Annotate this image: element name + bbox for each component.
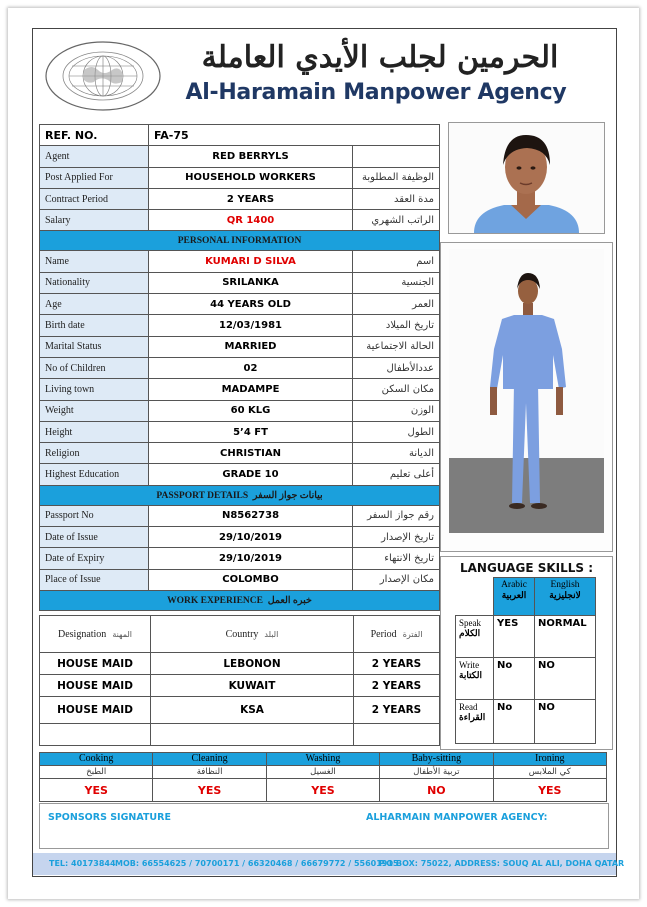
english-column-header — [535, 578, 596, 616]
work-row — [40, 697, 440, 724]
signature-box — [39, 803, 609, 849]
row-value: 44 YEARS OLD — [149, 294, 353, 315]
work-designation: HOUSE MAID — [40, 653, 151, 675]
english-col-ar: لانجليزية — [549, 590, 581, 600]
row-label: Agent — [40, 146, 149, 167]
skill-name-arabic: النظافة — [153, 766, 266, 779]
work-country: KUWAIT — [151, 675, 354, 697]
info-row — [40, 505, 440, 526]
work-designation: HOUSE MAID — [40, 675, 151, 697]
row-label-arabic: مدة العقد — [353, 188, 440, 209]
row-value: CHRISTIAN — [149, 443, 353, 464]
section-header — [40, 590, 440, 610]
write-arabic-value: No — [494, 658, 535, 700]
skill-name-arabic: كي الملابس — [493, 766, 606, 779]
skill-value: YES — [40, 779, 153, 802]
row-label-arabic: أعلى تعليم — [353, 464, 440, 485]
personal-info-header: PERSONAL INFORMATION — [40, 231, 440, 251]
read-english-value: NO — [535, 700, 596, 744]
write-english-value: NO — [535, 658, 596, 700]
info-row — [40, 527, 440, 548]
agency-signature-label: ALHARMAIN MANPOWER AGENCY: — [366, 812, 548, 823]
row-label: Age — [40, 294, 149, 315]
work-designation: HOUSE MAID — [40, 697, 151, 724]
row-label: Weight — [40, 400, 149, 421]
section-header — [40, 485, 440, 505]
english-col-en: English — [550, 580, 580, 590]
work-row-empty — [40, 724, 440, 746]
empty-corner — [456, 578, 494, 616]
row-label-arabic: اسم — [353, 251, 440, 272]
footer-tel: TEL: 40173844 — [49, 859, 116, 868]
info-row — [40, 294, 440, 315]
skill-name: Washing — [266, 753, 379, 766]
agency-title-english: Al-Haramain Manpower Agency — [185, 80, 567, 105]
info-row — [40, 210, 440, 231]
skill-name-arabic: الطبخ — [40, 766, 153, 779]
row-label-arabic: مكان السكن — [353, 379, 440, 400]
write-label: Write — [459, 660, 480, 670]
work-period: 2 YEARS — [354, 697, 440, 724]
row-label-arabic: الطول — [353, 421, 440, 442]
write-label-ar: الكتابة — [459, 670, 483, 680]
speak-label: Speak — [459, 618, 481, 628]
row-label-arabic: تاريخ الإصدار — [353, 527, 440, 548]
info-row — [40, 272, 440, 293]
read-label-ar: القراءة — [459, 712, 486, 722]
row-value: MARRIED — [149, 336, 353, 357]
country-label-ar: البلد — [264, 629, 279, 639]
row-label-arabic: تاريخ الميلاد — [353, 315, 440, 336]
period-label: Period — [370, 628, 397, 640]
row-label: Nationality — [40, 272, 149, 293]
empty-cell — [40, 724, 151, 746]
designation-label-ar: المهنة — [112, 629, 132, 639]
work-column-headers — [40, 616, 440, 653]
empty-cell — [151, 724, 354, 746]
row-label: Living town — [40, 379, 149, 400]
row-value: GRADE 10 — [149, 464, 353, 485]
skill-value: YES — [266, 779, 379, 802]
designation-header — [40, 616, 151, 653]
ref-label: REF. NO. — [40, 125, 149, 146]
row-value: SRILANKA — [149, 272, 353, 293]
language-header-row — [456, 578, 596, 616]
salary-value: QR 1400 — [149, 210, 353, 231]
info-row — [40, 336, 440, 357]
work-experience-table — [39, 615, 440, 746]
row-label-arabic: الراتب الشهري — [353, 210, 440, 231]
row-label: No of Children — [40, 357, 149, 378]
row-label-arabic: الديانة — [353, 443, 440, 464]
row-value: 2 YEARS — [149, 188, 353, 209]
empty-cell — [354, 724, 440, 746]
row-label: Passport No — [40, 505, 149, 526]
row-label: Height — [40, 421, 149, 442]
row-label-arabic: الجنسية — [353, 272, 440, 293]
agency-title-arabic: الحرمين لجلب الأيدي العاملة — [201, 40, 559, 75]
row-label-arabic: رقم جواز السفر — [353, 505, 440, 526]
row-label: Contract Period — [40, 188, 149, 209]
row-label: Highest Education — [40, 464, 149, 485]
row-label: Birth date — [40, 315, 149, 336]
row-label-arabic: الوظيفة المطلوبة — [353, 167, 440, 188]
period-label-ar: الفترة — [402, 629, 423, 639]
skill-value: NO — [380, 779, 493, 802]
row-value: N8562738 — [149, 505, 353, 526]
row-value: RED BERRYLS — [149, 146, 353, 167]
info-row — [40, 569, 440, 590]
row-label-arabic — [353, 146, 440, 167]
skill-name: Baby-sitting — [380, 753, 493, 766]
skills-en-row — [40, 753, 607, 766]
sponsor-signature-label: SPONSORS SIGNATURE — [48, 812, 171, 823]
arabic-col-en: Arabic — [501, 580, 527, 590]
row-value: 29/10/2019 — [149, 527, 353, 548]
row-label-arabic: تاريخ الانتهاء — [353, 548, 440, 569]
row-label: Marital Status — [40, 336, 149, 357]
skill-value: YES — [493, 779, 606, 802]
row-value: 02 — [149, 357, 353, 378]
row-label: Salary — [40, 210, 149, 231]
row-label: Date of Issue — [40, 527, 149, 548]
work-country: KSA — [151, 697, 354, 724]
speak-arabic-value: YES — [494, 616, 535, 658]
work-country: LEBONON — [151, 653, 354, 675]
row-value: HOUSEHOLD WORKERS — [149, 167, 353, 188]
language-skills-table — [455, 577, 596, 744]
read-arabic-value: No — [494, 700, 535, 744]
skill-name-arabic: الغسيل — [266, 766, 379, 779]
contact-footer — [33, 853, 625, 875]
name-value: KUMARI D SILVA — [149, 251, 353, 272]
info-row — [40, 315, 440, 336]
row-value: 29/10/2019 — [149, 548, 353, 569]
language-row — [456, 700, 596, 744]
row-label: Place of Issue — [40, 569, 149, 590]
passport-details-header — [40, 485, 440, 505]
language-row — [456, 658, 596, 700]
row-value: 60 KLG — [149, 400, 353, 421]
footer-address: P.O BOX: 75022, ADDRESS: SOUQ AL ALI, DOHA QATAR — [379, 859, 625, 868]
skills-table — [39, 752, 607, 802]
portrait-photo — [448, 122, 605, 234]
arabic-col-ar: العربية — [501, 590, 527, 600]
info-row — [40, 421, 440, 442]
skill-name: Ironing — [493, 753, 606, 766]
skills-ar-row — [40, 766, 607, 779]
skill-name-arabic: تربية الأطفال — [380, 766, 493, 779]
info-row — [40, 400, 440, 421]
speak-english-value: NORMAL — [535, 616, 596, 658]
country-header — [151, 616, 354, 653]
country-label: Country — [225, 628, 259, 640]
row-label: Name — [40, 251, 149, 272]
info-row — [40, 251, 440, 272]
work-row — [40, 653, 440, 675]
agency-logo — [44, 40, 162, 112]
row-value: 12/03/1981 — [149, 315, 353, 336]
full-body-photo — [440, 242, 613, 552]
row-value: COLOMBO — [149, 569, 353, 590]
skills-value-row — [40, 779, 607, 802]
row-label-arabic: الوزن — [353, 400, 440, 421]
footer-mobile: MOB: 66554625 / 70700171 / 66320468 / 66679772 / 55601915 — [115, 859, 399, 868]
info-row — [40, 464, 440, 485]
ref-row — [40, 125, 440, 146]
info-row — [40, 379, 440, 400]
passport-header-en: PASSPORT DETAILS — [156, 490, 249, 501]
row-label: Religion — [40, 443, 149, 464]
language-skills-title: LANGUAGE SKILLS : — [459, 561, 594, 575]
row-value: MADAMPE — [149, 379, 353, 400]
row-value: 5’4 FT — [149, 421, 353, 442]
work-header-en: WORK EXPERIENCE — [167, 595, 263, 606]
work-period: 2 YEARS — [354, 653, 440, 675]
skill-name: Cooking — [40, 753, 153, 766]
work-header-ar: خبره العمل — [267, 595, 312, 606]
arabic-column-header — [494, 578, 535, 616]
designation-label: Designation — [57, 628, 107, 640]
language-row — [456, 616, 596, 658]
language-row-label — [456, 700, 494, 744]
skill-name: Cleaning — [153, 753, 266, 766]
skill-value: YES — [153, 779, 266, 802]
info-row — [40, 167, 440, 188]
work-row — [40, 675, 440, 697]
language-row-label — [456, 658, 494, 700]
row-label-arabic: الحالة الاجتماعية — [353, 336, 440, 357]
work-experience-header — [40, 590, 440, 610]
period-header — [354, 616, 440, 653]
row-label: Post Applied For — [40, 167, 149, 188]
ref-value: FA-75 — [149, 125, 440, 146]
row-label-arabic: عددالأطفال — [353, 357, 440, 378]
language-skills-panel — [440, 556, 613, 750]
work-period: 2 YEARS — [354, 675, 440, 697]
info-row — [40, 188, 440, 209]
section-header — [40, 231, 440, 251]
speak-label-ar: الكلام — [459, 628, 481, 638]
cv-info-table — [39, 124, 440, 611]
info-row — [40, 357, 440, 378]
passport-header-ar: بيانات جواز السفر — [252, 490, 323, 501]
language-row-label — [456, 616, 494, 658]
row-label-arabic: مكان الإصدار — [353, 569, 440, 590]
info-row — [40, 146, 440, 167]
info-row — [40, 443, 440, 464]
row-label-arabic: العمر — [353, 294, 440, 315]
read-label: Read — [459, 702, 478, 712]
info-row — [40, 548, 440, 569]
row-label: Date of Expiry — [40, 548, 149, 569]
